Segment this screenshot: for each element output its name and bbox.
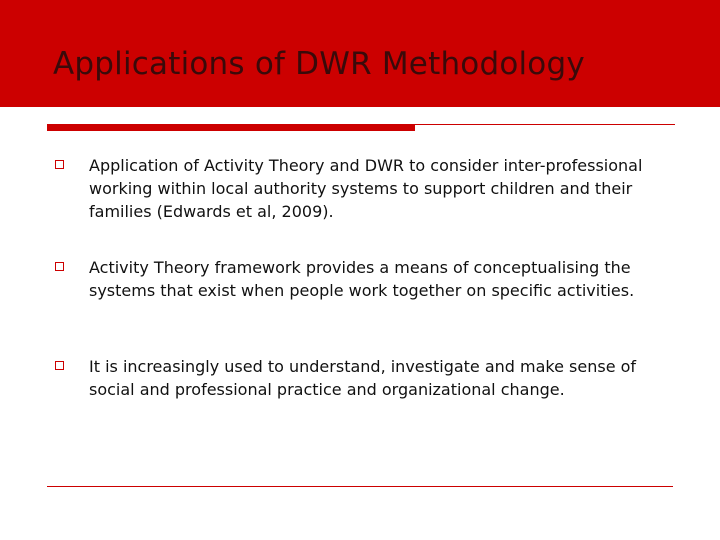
accent-rule [415,124,675,125]
slide-title: Applications of DWR Methodology [53,46,585,82]
footer-rule [47,486,673,487]
bullet-text-2: Activity Theory framework provides a means of conceptualising the systems that exist when people work together on specific activities. [89,258,635,300]
hollow-square-bullet-icon [55,361,64,370]
hollow-square-bullet-icon [55,160,64,169]
hollow-square-bullet-icon [55,262,64,271]
accent-bar [47,124,415,131]
bullet-text-1: Application of Activity Theory and DWR to consider inter-professional working within local authority systems to support children and their families (Edwards et al, 2009). [89,156,643,221]
title-banner [0,0,720,107]
bullet-text-3: It is increasingly used to understand, investigate and make sense of social and professional practice and organizational change. [89,357,637,399]
